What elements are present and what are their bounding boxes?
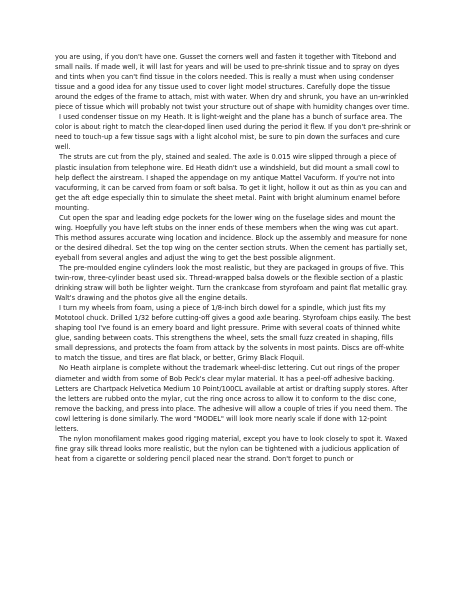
paragraph: The struts are cut from the ply, stained and sealed. The axle is 0.015 wire slipped through a piece of plastic insulation from telephone wire. Ed Heath didn't use a windshield, but did mount a small cowl to help deflect the airstream. I shaped the appendage on my antique Mattel Vacuform. If you're not into vacuforming, it can be carved from foam or soft balsa. To get it light, hollow it out as thin as you can and get the aft edge especially thin to simulate the sheet metal. Paint with bright aluminum enamel before mounting. <box>55 153 407 212</box>
document-page <box>55 52 411 464</box>
paragraph: The nylon monofilament makes good rigging material, except you have to look closely to spot it. Waxed fine gray silk thread looks more realistic, but the nylon can be tightened with a judicious application of heat from a cigarette or soldering pencil placed near the strand. Don't forget to punch or <box>55 434 408 463</box>
paragraph: I turn my wheels from foam, using a piece of 1/8-inch birch dowel for a spindle, which just fits my Mototool chuck. Drilled 1/32 before cutting-off gives a good axle bearing. Styrofoam chips easily. The best shaping tool I've found is an emery board and light pressure. Prime with several coats of thinned white glue, sanding between coats. This strengthens the wheel, sets the small fuzz created in shaping, fills small depressions, and protects the foam from attack by the solvents in most paints. Discs are off-white to match the tissue, and tires are flat black, or better, Grimy Black Floquil. <box>55 304 411 363</box>
paragraph: Cut open the spar and leading edge pockets for the lower wing on the fuselage sides and mount the wing. Hoepfully you have left stubs on the inner ends of these members when the wing was cut apart. This method assures accurate wing location and incidence. Block up the assembly and measure for none or the desired dihedral. Set the top wing on the center section struts. When the cement has partially set, eyeball from several angles and adjust the wing to get the best possible alignment. <box>55 213 408 262</box>
paragraph: The pre-moulded engine cylinders look the most realistic, but they are packaged in groups of five. This twin-row, three-cylinder beast used six. Thread-wrapped balsa dowels or the flexible section of a plastic drinking straw will both be lighter weight. Turn the crankcase from styrofoam and paint flat metallic gray. Walt's drawing and the photos give all the engine details. <box>55 263 408 303</box>
paragraph: No Heath airplane is complete without the trademark wheel-disc lettering. Cut out rings of the proper diameter and width from some of Bob Peck's clear mylar material. It has a peel-off adhesive backing. Letters are Chartpack Helvetica Medium 10 Point/100CL available at artist or drafting supply stores. After the letters are rubbed onto the mylar, cut the ring once across to allow it to conform to the disc cone, remove the backing, and press into place. The adhesive will allow a couple of tries if you need them. The cowl lettering is done similarly. The word "MODEL" will look more nearly scale if done with 12-point letters. <box>55 364 408 433</box>
paragraph: you are using, if you don't have one. Gusset the corners well and fasten it together with Titebond and small nails. If made well, it will last for years and will be used to pre-shrink tissue and to spray on dyes and tints when you can't find tissue in the colors needed. This is really a must when using condenser tissue and a good idea for any tissue used to cover light model structures. Carefully dope the tissue around the edges of the frame to attach, mist with water. When dry and shrunk, you have an un-wrinkled piece of tissue which will probably not twist your structure out of shape with humidity changes over time. <box>55 53 410 112</box>
paragraph: I used condenser tissue on my Heath. It is light-weight and the plane has a bunch of surface area. The color is about right to match the clear-doped linen used during the period it flew. If you don't pre-shrink or need to touch-up a few tissue sags with a light alcohol mist, be sure to pin down the surfaces and cure well. <box>55 113 411 152</box>
